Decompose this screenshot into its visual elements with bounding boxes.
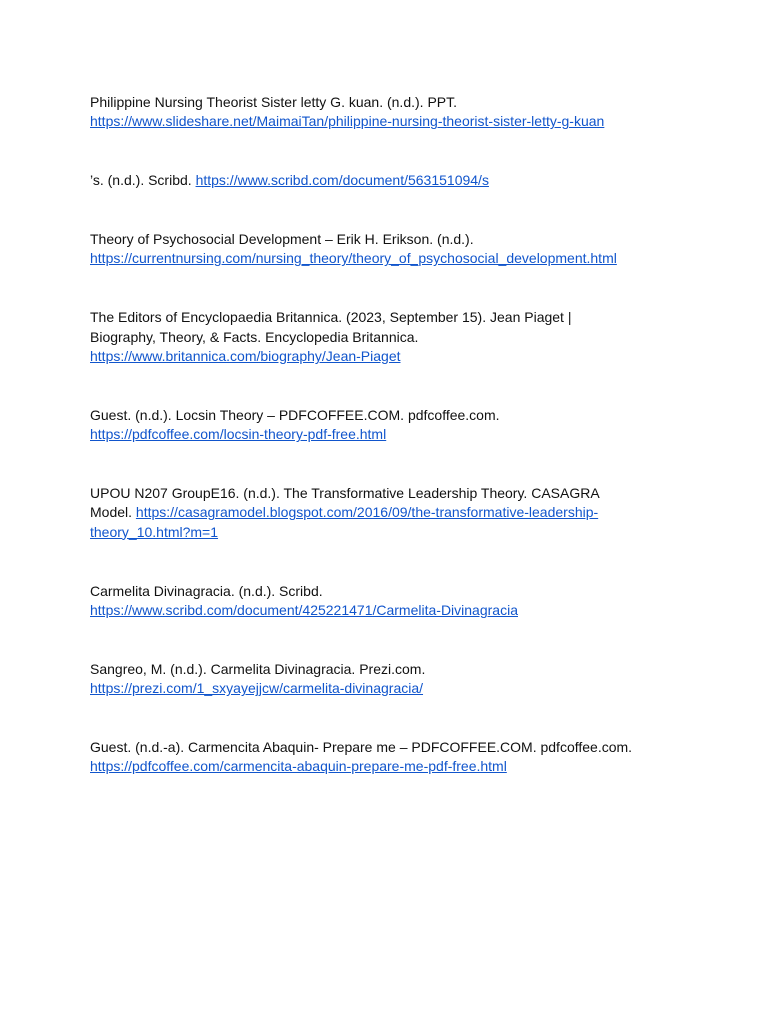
- reference-item: [90, 406, 690, 445]
- reference-item: [90, 484, 690, 542]
- reference-link[interactable]: https://www.scribd.com/document/563151094/s: [195, 172, 489, 189]
- reference-list: [90, 93, 690, 816]
- reference-text: Guest. (n.d.). Locsin Theory – PDFCOFFEE.COM. pdfcoffee.com.: [90, 406, 500, 423]
- reference-link[interactable]: https://prezi.com/1_sxyayejjcw/carmelita-divinagracia/: [90, 680, 424, 697]
- reference-text-line2: Biography, Theory, & Facts. Encyclopedia Britannica.: [90, 328, 419, 345]
- reference-link-line2[interactable]: theory_10.html?m=1: [90, 523, 219, 540]
- reference-text: Guest. (n.d.-a). Carmencita Abaquin- Prepare me – PDFCOFFEE.COM. pdfcoffee.com.: [90, 739, 633, 756]
- reference-item: [90, 171, 690, 190]
- reference-item: [90, 308, 690, 366]
- reference-link[interactable]: https://www.scribd.com/document/425221471/Carmelita-Divinagracia: [90, 602, 518, 619]
- reference-link[interactable]: https://www.slideshare.net/MaimaiTan/philippine-nursing-theorist-sister-letty-g-kuan: [90, 113, 605, 130]
- reference-text-line2: Model.: [90, 504, 133, 521]
- reference-link[interactable]: https://currentnursing.com/nursing_theory/theory_of_psychosocial_development.html: [90, 250, 617, 267]
- reference-text: Philippine Nursing Theorist Sister letty G. kuan. (n.d.). PPT.: [90, 94, 458, 110]
- reference-text: Carmelita Divinagracia. (n.d.). Scribd.: [90, 582, 323, 599]
- reference-text-line1: UPOU N207 GroupE16. (n.d.). The Transformative Leadership Theory. CASAGRA: [90, 485, 600, 502]
- reference-text-line1: The Editors of Encyclopaedia Britannica. (2023, September 15). Jean Piaget |: [90, 309, 572, 326]
- reference-item: [90, 660, 690, 699]
- reference-text: Sangreo, M. (n.d.). Carmelita Divinagracia. Prezi.com.: [90, 660, 426, 677]
- reference-item: [90, 230, 690, 269]
- reference-link[interactable]: https://pdfcoffee.com/carmencita-abaquin-prepare-me-pdf-free.html: [90, 758, 507, 775]
- reference-link[interactable]: https://www.britannica.com/biography/Jean-Piaget: [90, 348, 401, 365]
- reference-text: ’s. (n.d.). Scribd.: [90, 172, 192, 189]
- reference-link-line1[interactable]: https://casagramodel.blogspot.com/2016/09/the-transformative-leadership-: [135, 504, 599, 521]
- reference-link[interactable]: https://pdfcoffee.com/locsin-theory-pdf-free.html: [90, 426, 387, 443]
- reference-text: Theory of Psychosocial Development – Erik H. Erikson. (n.d.).: [90, 231, 474, 247]
- reference-item: [90, 738, 690, 777]
- reference-item: [90, 93, 690, 132]
- reference-item: [90, 582, 690, 621]
